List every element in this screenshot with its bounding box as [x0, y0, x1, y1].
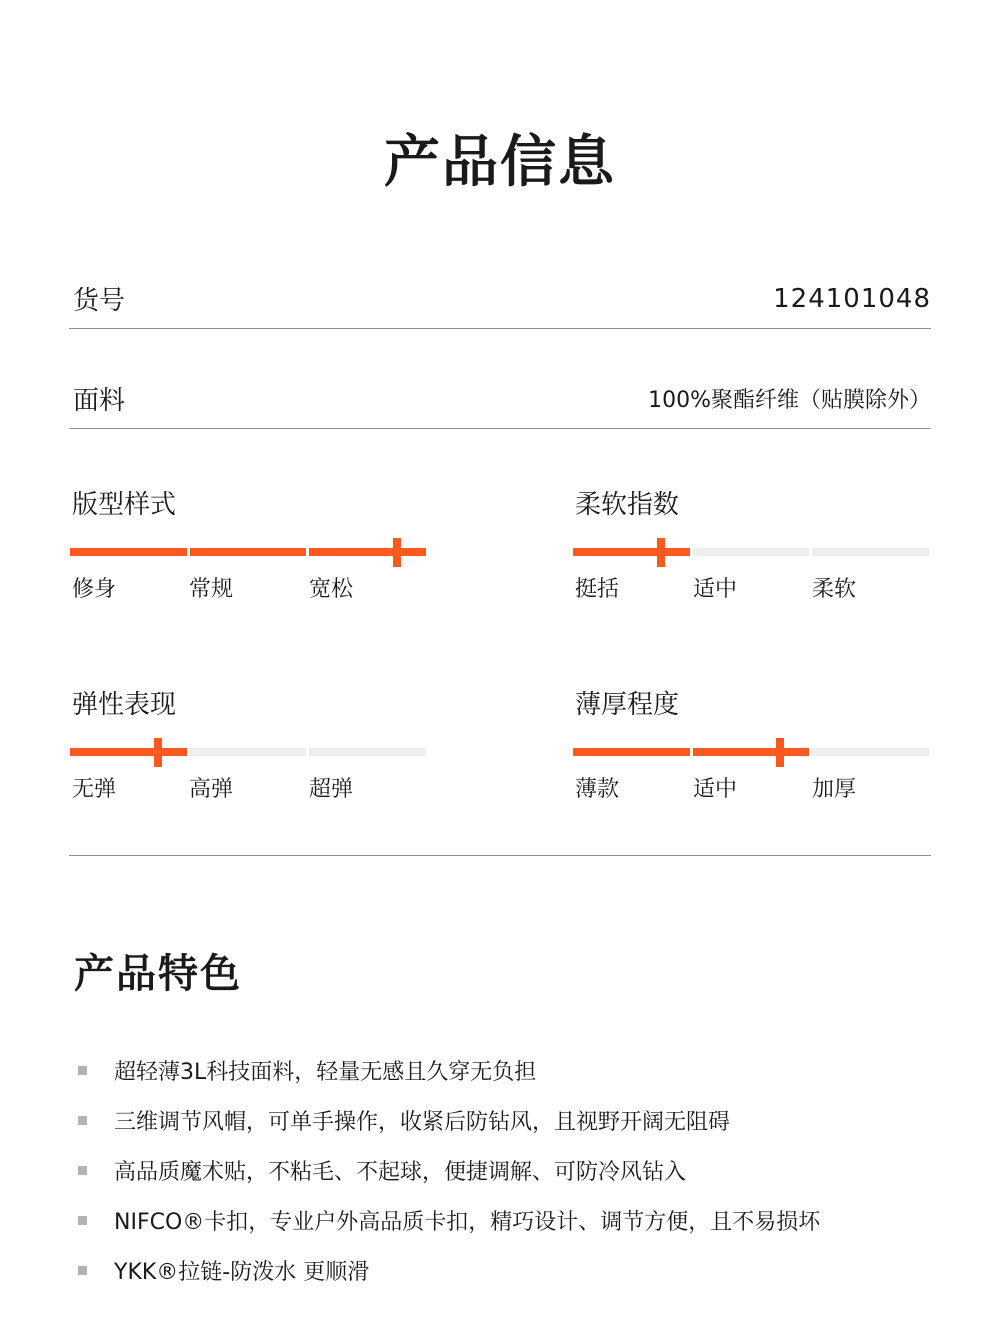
metric-fit-scale	[70, 548, 430, 558]
metric-softness-title: 柔软指数	[575, 490, 680, 520]
metric-fit-tick-label: 宽松	[309, 577, 354, 602]
metric-thickness-scale	[573, 748, 933, 758]
feature-text: YKK®拉链-防泼水 更顺滑	[114, 1259, 370, 1285]
fabric-label: 面料	[73, 386, 126, 416]
feature-text: NIFCO®卡扣，专业户外高品质卡扣，精巧设计、调节方便，且不易损坏	[114, 1209, 821, 1235]
scale-segment	[190, 748, 306, 756]
scale-marker	[657, 538, 665, 567]
feature-text: 高品质魔术贴，不粘毛、不起球，便捷调解、可防冷风钻入	[114, 1159, 687, 1185]
scale-fill	[573, 548, 690, 556]
scale-segment	[70, 548, 187, 556]
scale-marker	[776, 738, 784, 767]
scale-marker	[154, 738, 162, 767]
item-number-label: 货号	[73, 286, 126, 316]
list-item	[78, 1095, 958, 1145]
item-number-value: 124101048	[773, 283, 931, 314]
list-item	[78, 1145, 958, 1195]
metric-fit-tick-label: 修身	[72, 577, 117, 602]
scale-segment	[190, 548, 306, 556]
features-title: 产品特色	[74, 951, 242, 997]
list-item	[78, 1245, 958, 1295]
bullet-icon	[78, 1266, 87, 1275]
list-item	[78, 1045, 958, 1095]
scale-fill	[70, 748, 187, 756]
metric-softness-scale	[573, 548, 933, 558]
bullet-icon	[78, 1216, 87, 1225]
metric-elasticity-tick-label: 无弹	[72, 777, 117, 802]
bullet-icon	[78, 1066, 87, 1075]
metric-softness-tick-label: 适中	[693, 577, 738, 602]
fabric-value: 100%聚酯纤维（贴膜除外）	[648, 388, 931, 413]
fabric-row	[69, 369, 931, 429]
feature-text: 三维调节风帽，可单手操作，收紧后防钻风，且视野开阔无阻碍	[114, 1109, 731, 1135]
metric-thickness-title: 薄厚程度	[575, 690, 680, 720]
metric-fit-tick-label: 常规	[189, 577, 234, 602]
metric-thickness-tick-label: 薄款	[575, 777, 620, 802]
scale-segment	[309, 748, 426, 756]
bullet-icon	[78, 1166, 87, 1175]
metric-elasticity-scale	[70, 748, 430, 758]
metric-softness-tick-label: 柔软	[812, 577, 857, 602]
scale-segment	[812, 548, 929, 556]
feature-text: 超轻薄3L科技面料，轻量无感且久穿无负担	[114, 1059, 537, 1085]
item-number-row	[69, 269, 931, 329]
metric-fit-title: 版型样式	[72, 490, 177, 520]
scale-segment	[812, 748, 929, 756]
metric-thickness-tick-label: 加厚	[812, 777, 857, 802]
metric-elasticity-title: 弹性表现	[72, 690, 177, 720]
bullet-icon	[78, 1116, 87, 1125]
metric-elasticity-tick-label: 高弹	[189, 777, 234, 802]
scale-marker	[393, 538, 401, 567]
section-divider	[69, 855, 931, 856]
page-title: 产品信息	[384, 130, 616, 195]
scale-fill	[309, 548, 426, 556]
features-list	[78, 1045, 958, 1295]
scale-segment	[573, 748, 690, 756]
metric-elasticity-tick-label: 超弹	[309, 777, 354, 802]
metric-softness-tick-label: 挺括	[575, 577, 620, 602]
scale-fill	[693, 748, 809, 756]
list-item	[78, 1195, 958, 1245]
metric-thickness-tick-label: 适中	[693, 777, 738, 802]
scale-segment	[693, 548, 809, 556]
